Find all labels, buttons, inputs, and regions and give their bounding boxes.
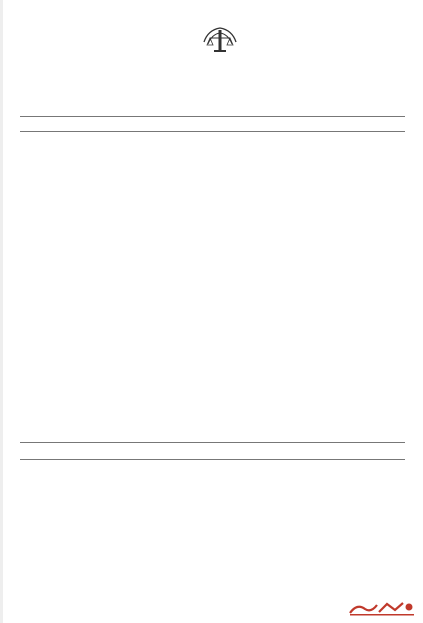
date-row bbox=[285, 37, 405, 48]
receipt-body bbox=[22, 133, 404, 433]
judiciary-emblem bbox=[185, 24, 255, 90]
case-row bbox=[285, 48, 405, 59]
news-logo-icon bbox=[347, 599, 417, 617]
tracking-row bbox=[285, 26, 405, 37]
registry-office-title bbox=[20, 442, 405, 460]
emblem-icon bbox=[198, 24, 242, 54]
receipt-title bbox=[20, 116, 405, 132]
news-logo bbox=[347, 599, 417, 617]
browser-print-header bbox=[0, 0, 423, 10]
scan-edge bbox=[0, 0, 3, 623]
document-meta bbox=[285, 26, 405, 59]
document-header bbox=[20, 22, 405, 92]
